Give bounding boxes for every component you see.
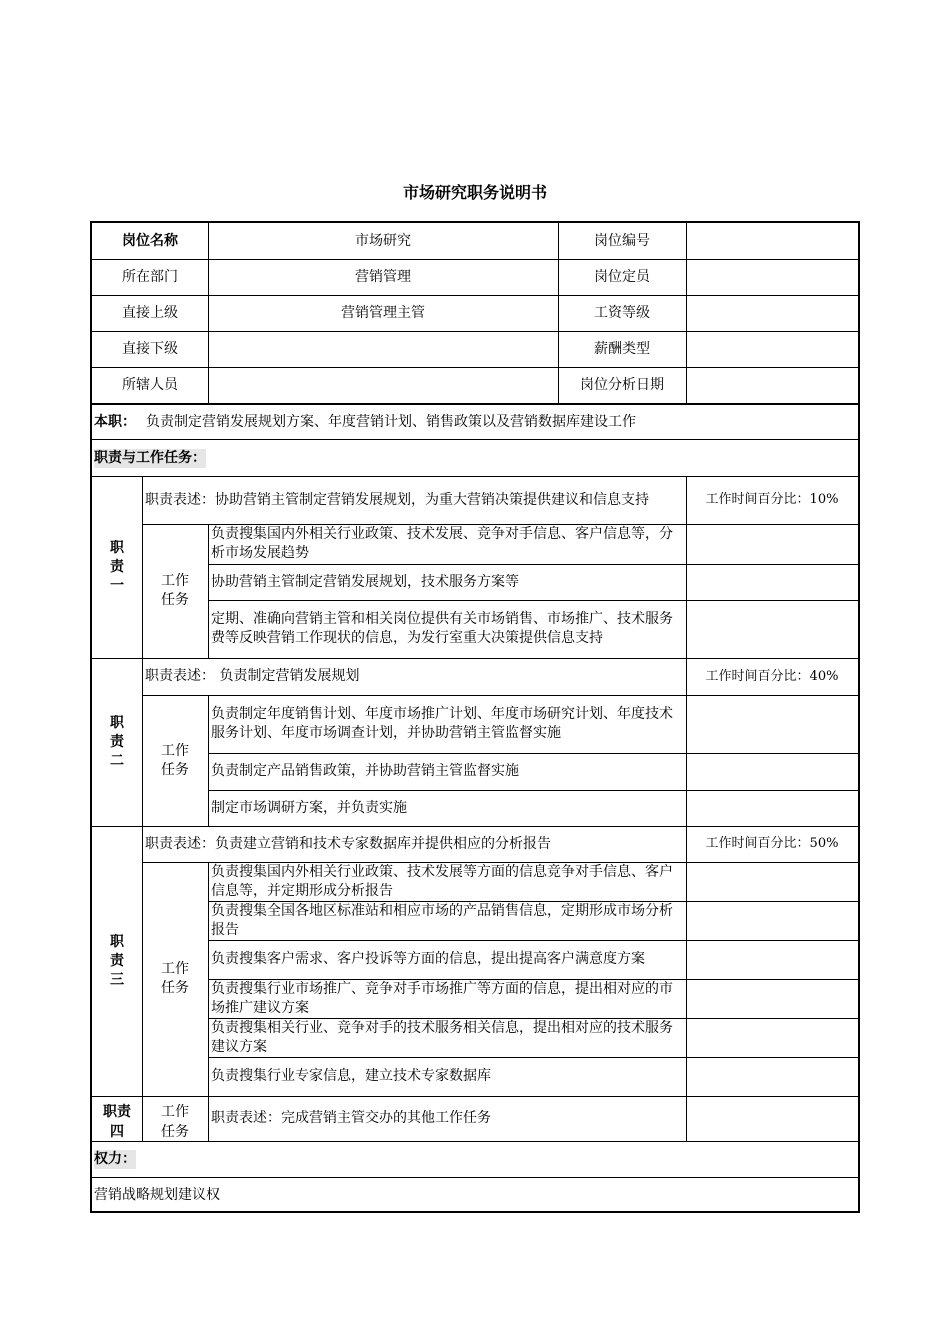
analysis-date-label: 岗位分析日期	[580, 376, 664, 393]
duty-1-task-3: 定期、准确向营销主管和相关岗位提供有关市场销售、市场推广、技术服务费等反映营销工作现状的信息，为发行室重大决策提供信息支持	[211, 611, 673, 646]
duty-3-task-1: 负责搜集国内外相关行业政策、技术发展等方面的信息竞争对手信息、客户信息等，并定期形成分析报告	[211, 863, 673, 899]
duty-4-task-label: 工作 任务	[161, 1104, 189, 1140]
duty-2-task-label: 工作 任务	[161, 742, 189, 778]
duty-3-task-4: 负责搜集行业市场推广、竞争对手市场推广等方面的信息，提出相对应的市场推广建议方案	[211, 980, 673, 1016]
duty-1-desc: 职责表述：协助营销主管制定营销发展规划，为重大营销决策提供建议和信息支持	[145, 491, 649, 508]
dept-label: 所在部门	[122, 268, 178, 285]
duty-3-task-6: 负责搜集行业专家信息，建立技术专家数据库	[211, 1068, 491, 1084]
duty-3-task-2: 负责搜集全国各地区标准站和相应市场的产品销售信息，定期形成市场分析报告	[211, 902, 673, 938]
position-name-value: 市场研究	[355, 232, 411, 249]
subordinate-label: 直接下级	[122, 340, 178, 357]
duty-2-percent: 工作时间百分比：40%	[705, 668, 839, 684]
duty-2-task-1: 负责制定年度销售计划、年度市场推广计划、年度市场研究计划、年度技术服务计划、年度市场调查计划，并协助营销主管监督实施	[211, 706, 673, 741]
duty-2-task-3: 制定市场调研方案，并负责实施	[211, 799, 407, 816]
duty-1-label: 职 责 一	[110, 539, 124, 594]
superior-label: 直接上级	[122, 304, 178, 321]
authority-label: 权力：	[94, 1151, 136, 1167]
duty-4-desc: 职责表述：完成营销主管交办的其他工作任务	[211, 1110, 491, 1126]
authority-header-row	[92, 1142, 858, 1177]
duty-1-task-label: 工作 任务	[161, 573, 189, 608]
superior-value: 营销管理主管	[341, 304, 425, 321]
duty-1-task-1: 负责搜集国内外相关行业政策、技术发展、竞争对手信息、客户信息等，分析市场发展趋势	[211, 526, 673, 561]
duty-2-task-2: 负责制定产品销售政策，并协助营销主管监督实施	[211, 763, 519, 779]
duty-3-task-label: 工作 任务	[161, 961, 189, 996]
dept-value: 营销管理	[355, 268, 411, 285]
duties-header: 职责与工作任务：	[94, 449, 206, 466]
duty-3-label: 职 责 三	[110, 933, 124, 988]
job-description-table	[90, 221, 860, 1213]
duty-3-task-3: 负责搜集客户需求、客户投诉等方面的信息，提出提高客户满意度方案	[211, 951, 645, 967]
core-duty-text: 负责制定营销发展规划方案、年度营销计划、销售政策以及营销数据库建设工作	[146, 413, 636, 430]
staff-label: 所辖人员	[122, 376, 178, 393]
duty-3-percent: 工作时间百分比：50%	[705, 836, 839, 851]
headcount-label: 岗位定员	[594, 268, 650, 285]
duty-1-percent: 工作时间百分比：10%	[705, 492, 839, 507]
duty-3-task-5: 负责搜集相关行业、竞争对手的技术服务相关信息，提出相对应的技术服务建议方案	[211, 1019, 673, 1055]
duty-2-label: 职 责 二	[110, 714, 124, 769]
page-title: 市场研究职务说明书	[402, 183, 547, 202]
position-name-label: 岗位名称	[122, 232, 178, 249]
core-duty-label: 本职：	[94, 413, 136, 430]
authority-item-1: 营销战略规划建议权	[94, 1187, 220, 1203]
duties-header-row	[92, 440, 858, 476]
salary-grade-label: 工资等级	[594, 304, 650, 321]
duty-2-desc: 职责表述： 负责制定营销发展规划	[145, 668, 360, 684]
duty-3-desc: 职责表述：负责建立营销和技术专家数据库并提供相应的分析报告	[145, 835, 551, 852]
pay-type-label: 薪酬类型	[594, 340, 650, 357]
position-no-label: 岗位编号	[594, 232, 650, 249]
duty-4-label: 职责 四	[103, 1104, 131, 1140]
core-duty-row	[92, 405, 858, 439]
duty-1-task-2: 协助营销主管制定营销发展规划，技术服务方案等	[211, 573, 519, 590]
